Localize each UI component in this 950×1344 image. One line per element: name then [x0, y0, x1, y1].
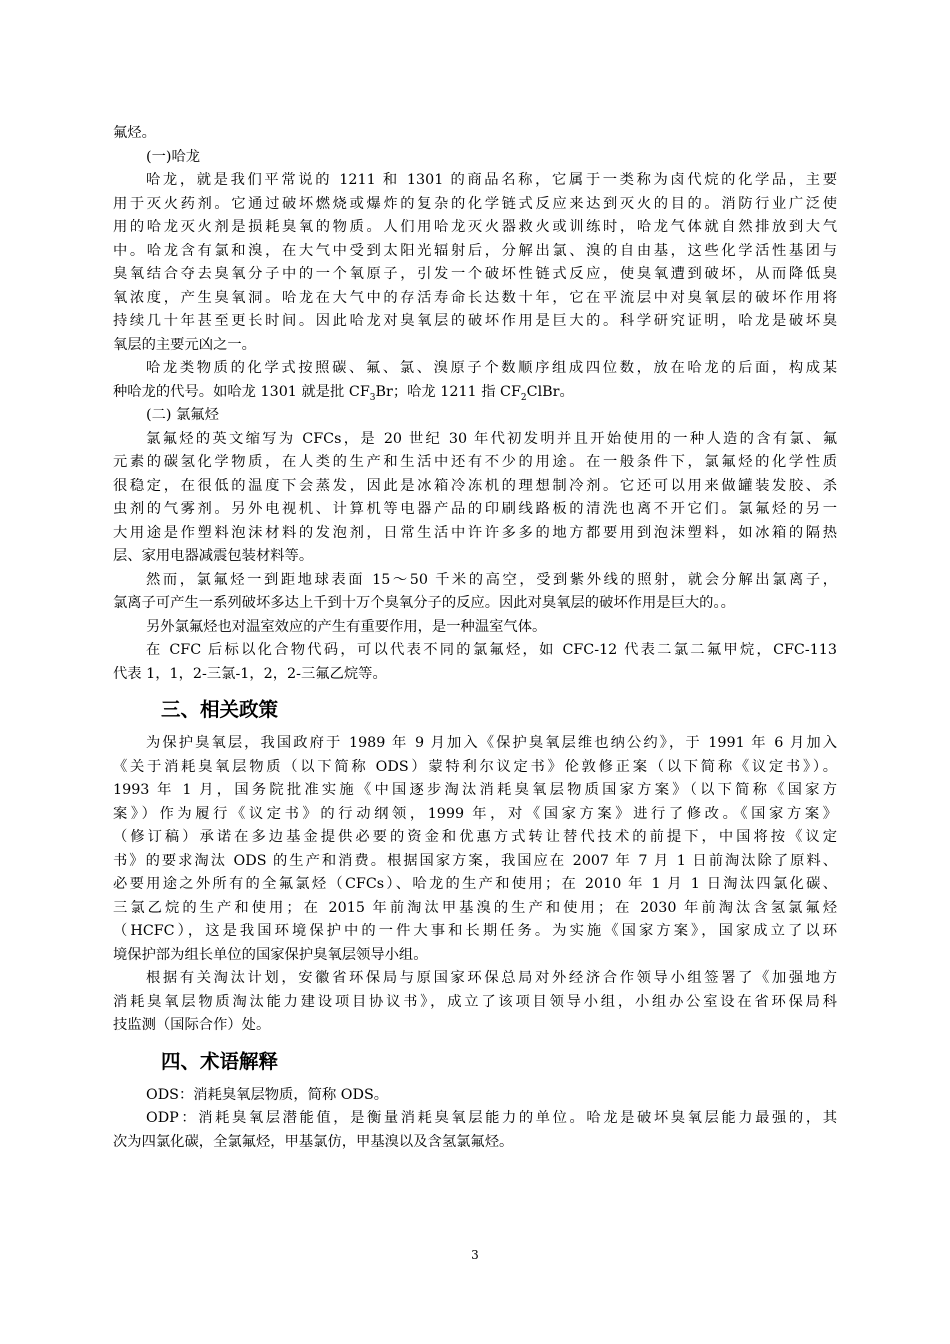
text-line: 技监测（国际合作）处。	[113, 1017, 271, 1033]
paragraph-halon	[113, 169, 837, 357]
text-line: 大用途是作塑料泡沫材料的发泡剂，日常生活中许许多多的地方都要用到泡沫塑料，如冰箱的隔热	[113, 524, 837, 541]
text-line: 用于灭火药剂。它通过破坏燃烧或爆炸的复杂的化学链式反应来达到灭火的目的。消防行业广泛使	[113, 195, 837, 212]
text-line: （HCFC），这是我国环境保护中的一件大事和长期任务。为实施《国家方案》，国家成立了以环	[113, 923, 837, 939]
text-line: 代表 1，1，2-三氯-1，2，2-三氟乙烷等。	[113, 665, 387, 682]
text-line: 虫剂的气雾剂。另外电视机、计算机等电器产品的印刷线路板的清洗也离不开它们。氯氟烃的另一	[113, 501, 837, 517]
paragraph-cfc-codes	[113, 639, 837, 686]
text-line: 在 CFC 后标以化合物代码，可以代表不同的氯氟烃，如 CFC-12 代表二氯二氟甲烷，CFC-113	[146, 642, 837, 658]
text-line: 哈龙类物质的化学式按照碳、氟、氯、溴原子个数顺序组成四位数，放在哈龙的后面，构成某	[146, 360, 837, 376]
text-line: 境保护部为组长单位的国家保护臭氧层领导小组。	[113, 946, 428, 963]
subscript: 2	[520, 392, 527, 403]
text-line: （修订稿）承诺在多边基金提供必要的资金和优惠方式转让替代技术的前提下，中国将按《议定	[113, 829, 837, 845]
text-line: 必要用途之外所有的全氟氯烃（CFCs）、哈龙的生产和使用；在 2010 年 1 月 1 日淘汰四氯化碳、	[113, 876, 837, 892]
text-line: 中。哈龙含有氯和溴，在大气中受到太阳光辐射后，分解出氯、溴的自由基，这些化学活性基团与	[113, 242, 837, 259]
text-line: 层、家用电器减震包装材料等。	[113, 548, 314, 564]
text-line: 很稳定，在很低的温度下会蒸发，因此是冰箱冷冻机的理想制冷剂。它还可以用来做罐装发胶、杀	[113, 477, 837, 494]
text-line: 元素的碳氢化学物质，在人类的生产和生活中还有不少的用途。在一般条件下，氯氟烃的化学性质	[113, 454, 837, 470]
text-line-formula	[113, 381, 837, 405]
text-line: 根据有关淘汰计划，安徽省环保局与原国家环保总局对外经济合作领导小组签署了《加强地方	[146, 970, 837, 986]
term-ods: ODS：消耗臭氧层物质，简称 ODS。	[146, 1086, 389, 1103]
formula-text: ClBr。	[526, 383, 574, 400]
text-line: 氟烃。	[113, 125, 156, 141]
paragraph-halon-formula	[113, 357, 837, 404]
section-heading-terms: 四、术语解释	[161, 1049, 279, 1073]
subsection-title-cfc: (二) 氯氟烃	[146, 407, 219, 423]
text-line: 哈龙，就是我们平常说的 1211 和 1301 的商品名称，它属于一类称为卤代烷的化学品，主要	[146, 172, 837, 188]
text-line: 为保护臭氧层，我国政府于 1989 年 9 月加入《保护臭氧层维也纳公约》，于 1991 年 6 月加入	[146, 735, 837, 751]
paragraph-cfc-uv	[113, 569, 837, 616]
text-line: 然而，氯氟烃一到距地球表面 15～50 千米的高空，受到紫外线的照射，就会分解出氯离子，	[146, 571, 837, 588]
text-line: 氧浓度，产生臭氧洞。哈龙在大气中的存活寿命长达数十年，它在平流层中对臭氧层的破坏作用将	[113, 289, 837, 306]
text-line: 消耗臭氧层物质淘汰能力建设项目协议书》，成立了该项目领导小组，小组办公室设在省环保局科	[113, 993, 837, 1010]
text-line: 次为四氯化碳，全氯氟烃，甲基氯仿，甲基溴以及含氢氯氟烃。	[113, 1133, 514, 1150]
text-line: 案》）作为履行《议定书》的行动纲领，1999 年，对《国家方案》进行了修改。《国家方案》	[113, 805, 837, 822]
text-line: 臭氧结合夺去臭氧分子中的一个氧原子，引发一个破坏性链式反应，使臭氧遭到破坏，从而降低臭	[113, 266, 837, 282]
text-line: 1993 年 1 月，国务院批准实施《中国逐步淘汰消耗臭氧层物质国家方案》（以下简称《国家方	[113, 782, 837, 798]
text-line: ODP：消耗臭氧层潜能值，是衡量消耗臭氧层能力的单位。哈龙是破坏臭氧层能力最强的，其	[146, 1110, 837, 1126]
text-line: 另外氯氟烃也对温室效应的产生有重要作用，是一种温室气体。	[146, 618, 547, 635]
document-body	[113, 122, 837, 1154]
text-line: 三氯乙烷的生产和使用；在 2015 年前淘汰甲基溴的生产和使用；在 2030 年前淘汰含氢氯氟烃	[113, 899, 837, 916]
text-line: 《关于消耗臭氧层物质（以下简称 ODS）蒙特利尔议定书》伦敦修正案（以下简称《议定书》）。	[113, 758, 837, 775]
term-odp	[113, 1107, 837, 1154]
subsection-title-halon: (一)哈龙	[146, 148, 201, 165]
paragraph-policy	[113, 732, 837, 967]
paragraph-cfc	[113, 428, 837, 569]
page-number: 3	[471, 1248, 479, 1262]
section-heading-policy: 三、相关政策	[161, 698, 279, 721]
text-line: 持续几十年甚至更长时间。因此哈龙对臭氧层的破坏作用是巨大的。科学研究证明，哈龙是破坏臭	[113, 313, 837, 329]
text-line: 氯氟烃的英文缩写为 CFCs，是 20 世纪 30 年代初发明并且开始使用的一种人造的含有氯、氟	[146, 430, 837, 447]
text-line: 氯离子可产生一系列破坏多达上千到十万个臭氧分子的反应。因此对臭氧层的破坏作用是巨大的。。	[113, 595, 735, 611]
text-line: 书》的要求淘汰 ODS 的生产和消费。根据国家方案，我国应在 2007 年 7 月 1 日前淘汰除了原料、	[113, 852, 837, 869]
paragraph-anhui	[113, 967, 837, 1038]
formula-text: 种哈龙的代号。如哈龙 1301 就是批 CF	[113, 383, 370, 400]
text-line: 氧层的主要元凶之一。	[113, 336, 256, 353]
formula-text: Br；哈龙 1211 指 CF	[375, 383, 521, 400]
subscript: 3	[369, 392, 376, 403]
text-line: 用的哈龙灭火剂是损耗臭氧的物质。人们用哈龙灭火器救火或训练时，哈龙气体就自然排放到大气	[113, 219, 837, 235]
